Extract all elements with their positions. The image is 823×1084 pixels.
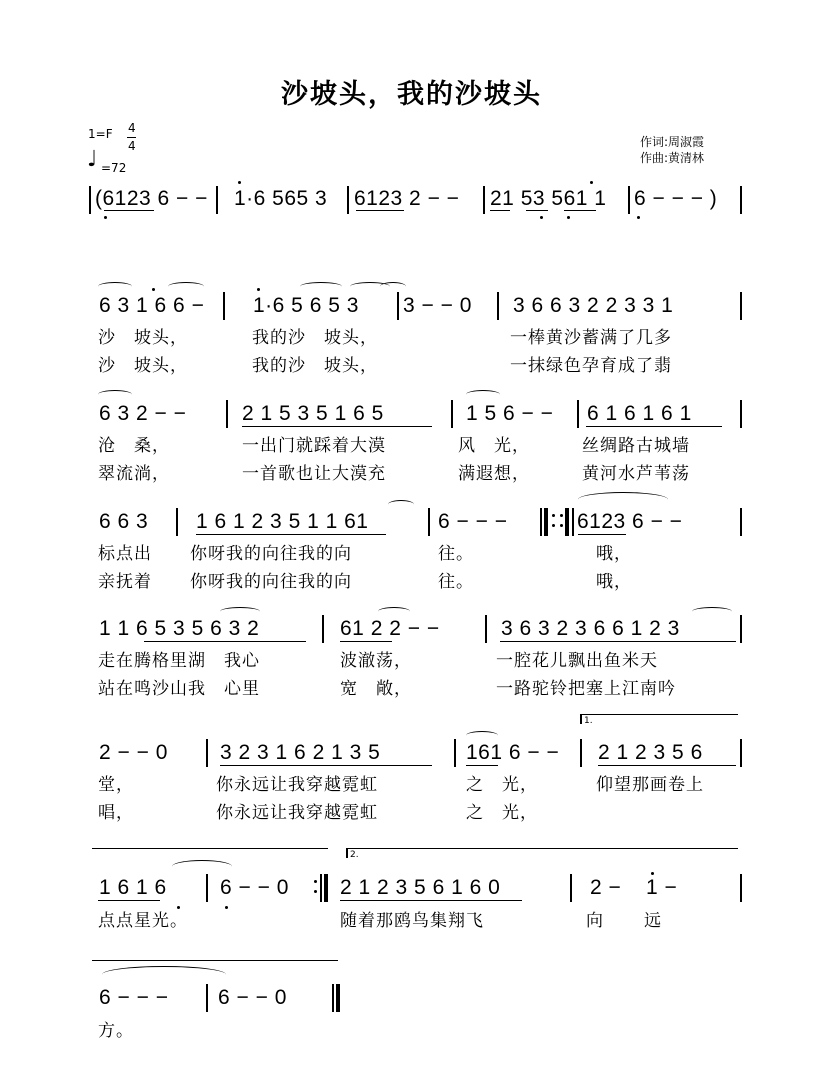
lyric-line: 哦， bbox=[596, 572, 632, 592]
measure-notes: 6 − − − ) bbox=[634, 187, 718, 210]
lyric-line: 方。 bbox=[98, 1021, 134, 1041]
page-title: 沙坡头，我的沙坡头 bbox=[281, 79, 542, 110]
lyric-line: 宽 敞， bbox=[340, 679, 412, 699]
measure-notes: 2 1 2 3 5 6 1 6 0 bbox=[340, 876, 501, 899]
measure-notes: 161 6 − − bbox=[466, 741, 560, 764]
measure-notes: 2 − bbox=[590, 876, 622, 899]
lyric-line: 点点星光。 bbox=[98, 911, 188, 931]
measure-notes: 6123 2 − − bbox=[354, 187, 460, 210]
time-signature-top: 4 bbox=[128, 121, 136, 135]
lyric-line: 沙 坡头， bbox=[98, 356, 188, 376]
measure-notes: 3 6 6 3 2 2 3 3 1 bbox=[513, 294, 674, 317]
measure-notes: 2 1 2 3 5 6 bbox=[598, 741, 703, 764]
lyric-line: 往。 bbox=[438, 544, 474, 564]
lyric-line: 你永远让我穿越霓虹 bbox=[216, 775, 378, 795]
measure-notes: 6 6 3 bbox=[99, 510, 149, 533]
measure-notes: 1·6 565 3 bbox=[234, 187, 328, 210]
lyric-line: 丝绸路古城墙 bbox=[582, 436, 690, 456]
key-signature: 1=F bbox=[88, 127, 113, 141]
lyric-line: 你呀我的向往我的向 bbox=[190, 544, 352, 564]
measure-notes: 2 − − 0 bbox=[99, 741, 168, 764]
lyric-line: 随着那鸥鸟集翔飞 bbox=[340, 911, 484, 931]
lyric-line: 黄河水芦苇荡 bbox=[582, 464, 690, 484]
lyric-line: 一腔花儿飘出鱼米天 bbox=[496, 651, 658, 671]
lyric-line: 站在鸣沙山我 心里 bbox=[98, 679, 260, 699]
measure-notes: 61 2 2 − − bbox=[340, 617, 440, 640]
lyric-line: 标点出 bbox=[98, 544, 152, 564]
lyric-line: 仰望那画卷上 bbox=[596, 775, 704, 795]
tempo-marking: =72 bbox=[101, 161, 127, 175]
lyric-line: 哦， bbox=[596, 544, 632, 564]
composer-credit: 作曲:黄清林 bbox=[640, 151, 705, 165]
lyric-line: 之 光， bbox=[466, 775, 538, 795]
lyric-line: 翠流淌， bbox=[98, 464, 170, 484]
volta-second: 2. bbox=[350, 850, 359, 860]
lyric-line: 波澈荡， bbox=[340, 651, 412, 671]
lyricist-credit: 作词:周淑霞 bbox=[640, 135, 705, 149]
measure-notes: 6 − − − bbox=[438, 510, 508, 533]
volta-first: 1. bbox=[584, 716, 593, 726]
measure-notes: (6123 6 − − bbox=[95, 187, 208, 210]
lyric-line: 沧 桑， bbox=[98, 436, 170, 456]
measure-notes: 1 − bbox=[646, 876, 678, 899]
lyric-line: 我的沙 坡头， bbox=[252, 356, 378, 376]
measure-notes: 1 6 1 2 3 5 1 1 61 bbox=[196, 510, 369, 533]
measure-notes: 6 − − 0 bbox=[218, 986, 287, 1009]
measure-notes: 6 − − 0 bbox=[220, 876, 289, 899]
lyric-line: 向 bbox=[586, 911, 604, 931]
measure-notes: 3 6 3 2 3 6 6 1 2 3 bbox=[501, 617, 680, 640]
lyric-line: 一路驼铃把塞上江南吟 bbox=[496, 679, 676, 699]
measure-notes: 1·6 5 6 5 3 bbox=[253, 294, 359, 317]
measure-notes: 6 1 6 1 6 1 bbox=[587, 402, 692, 425]
measure-notes: 6 − − − bbox=[99, 986, 169, 1009]
lyric-line: 沙 坡头， bbox=[98, 328, 188, 348]
measure-notes: 1 5 6 − − bbox=[466, 402, 554, 425]
measure-notes: 2 1 5 3 5 1 6 5 bbox=[242, 402, 384, 425]
lyric-line: 往。 bbox=[438, 572, 474, 592]
lyric-line: 风 光， bbox=[458, 436, 530, 456]
lyric-line: 你永远让我穿越霓虹 bbox=[216, 803, 378, 823]
lyric-line: 你呀我的向往我的向 bbox=[190, 572, 352, 592]
lyric-line: 之 光， bbox=[466, 803, 538, 823]
quarter-note-icon: ♩ bbox=[87, 147, 98, 172]
lyric-line: 亲抚着 bbox=[98, 572, 152, 592]
time-signature-bottom: 4 bbox=[128, 139, 136, 153]
lyric-line: 堂， bbox=[98, 775, 134, 795]
measure-notes: 1 1 6 5 3 5 6 3 2 bbox=[99, 617, 260, 640]
lyric-line: 满遐想， bbox=[458, 464, 530, 484]
lyric-line: 一抹绿色孕育成了翡 bbox=[510, 356, 672, 376]
lyric-line: 一出门就踩着大漠 bbox=[242, 436, 386, 456]
measure-notes: 6 3 1 6 6 − bbox=[99, 294, 205, 317]
measure-notes: 3 − − 0 bbox=[403, 294, 472, 317]
lyric-line: 唱， bbox=[98, 803, 134, 823]
measure-notes: 21 53 561 1 bbox=[490, 187, 607, 210]
lyric-line: 一棒黄沙蓄满了几多 bbox=[510, 328, 672, 348]
measure-notes: 6123 6 − − bbox=[577, 510, 683, 533]
measure-notes: 3 2 3 1 6 2 1 3 5 bbox=[220, 741, 381, 764]
measure-notes: 6 3 2 − − bbox=[99, 402, 187, 425]
measure-notes: 1 6 1 6 bbox=[99, 876, 167, 899]
lyric-line: 我的沙 坡头， bbox=[252, 328, 378, 348]
lyric-line: 远 bbox=[644, 911, 662, 931]
lyric-line: 走在腾格里湖 我心 bbox=[98, 651, 260, 671]
lyric-line: 一首歌也让大漠充 bbox=[242, 464, 386, 484]
